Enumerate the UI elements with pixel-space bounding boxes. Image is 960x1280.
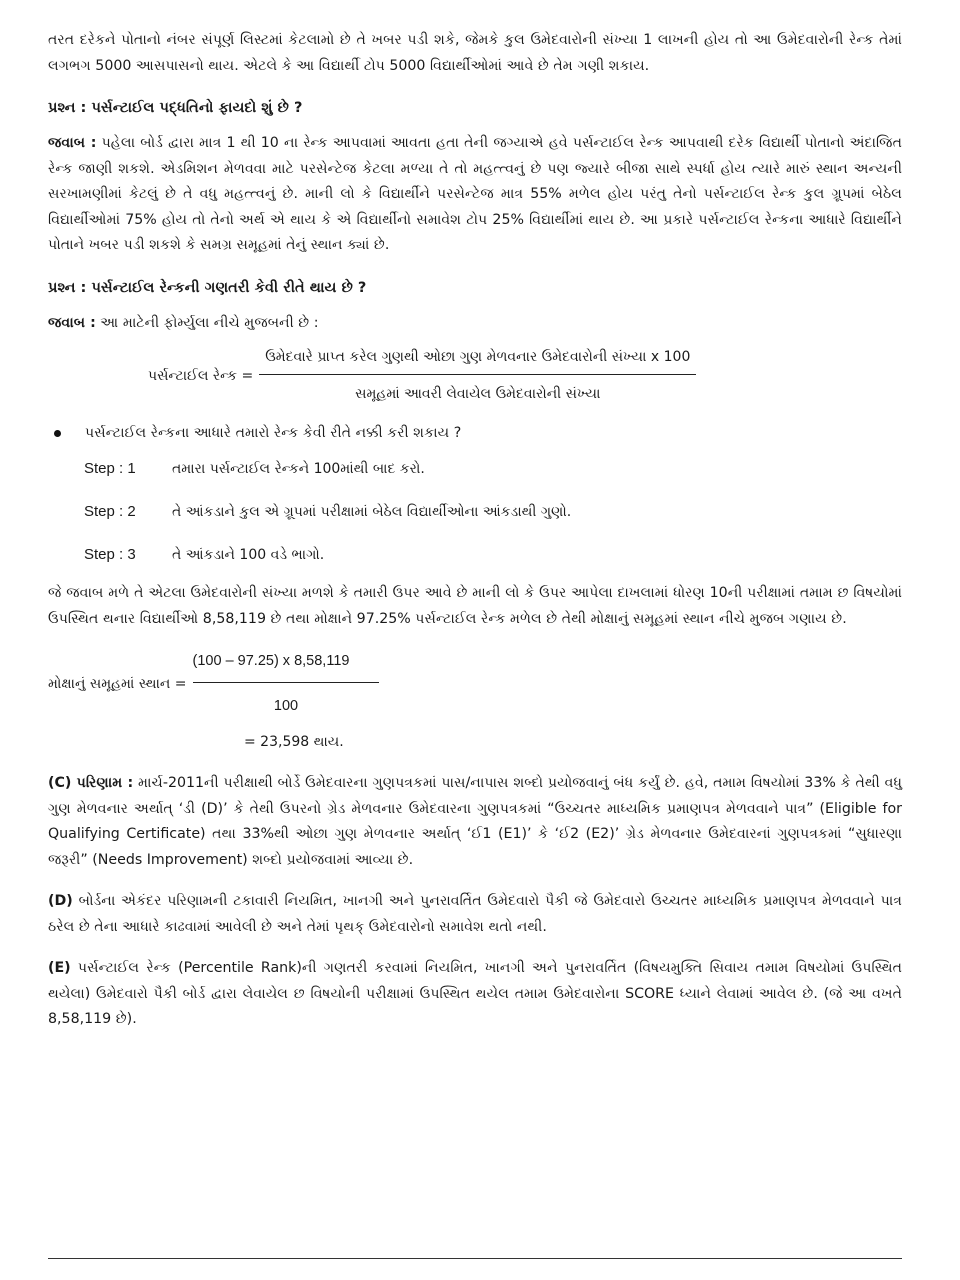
bullet-icon (54, 430, 61, 437)
step-3 (84, 543, 902, 567)
section-d-text: બોર્ડના એકંદર પરિણામની ટકાવારી નિયમિત, ખાનગી અને પુનરાવર્તિત ઉમેદવારો પૈકી જે ઉમેદવારો ઉચ્ચતર માધ્યમિક પ્રમાણપત્ર મેળવવાને પાત્ર ઠરેલ છે તેના આધારે કાઢવામાં આવેલી છે અને તેમાં પૃથક્ ઉમેદવારોનો સમાવેશ થતો નથી. (48, 893, 902, 935)
footer-divider (48, 1258, 902, 1259)
section-c-label: (C) પરિણામ : (48, 775, 134, 791)
moksha-formula-lhs: મોક્ષાનું સમૂહમાં સ્થાન = (48, 675, 187, 692)
moksha-formula (48, 650, 902, 717)
answer-1-label: જવાબ : (48, 135, 97, 151)
intro-paragraph: તરત દરેકને પોતાનો નંબર સંપૂર્ણ લિસ્ટમાં કેટલામો છે તે ખબર પડી શકે, જેમકે કુલ ઉમેદવારોની સંખ્યા 1 લાખની હોય તો આ ઉમેદવારોની રેન્ક તેમાં લગભગ 5000 આસપાસનો થાય. એટલે કે આ વિદ્યાર્થી ટોપ 5000 વિદ્યાર્થીઓમાં આવે છે તેમ ગણી શકાય. (48, 32, 902, 74)
step-3-label: Step : 3 (84, 546, 136, 563)
percentile-formula-lhs: પર્સન્ટાઈલ રેન્ક = (148, 367, 254, 384)
section-e-label: (E) (48, 960, 71, 976)
moksha-formula-fraction (193, 650, 380, 717)
section-c (48, 771, 902, 873)
bullet-item (48, 421, 902, 445)
question-2: પ્રશ્ન : પર્સન્ટાઈલ રેન્કની ગણતરી કેવી રીતે થાય છે ? (48, 278, 367, 296)
section-d (48, 889, 902, 940)
question-1: પ્રશ્ન : પર્સન્ટાઈલ પદ્ધતિનો ફાયદો શું છે ? (48, 99, 303, 116)
moksha-formula-numerator: (100 – 97.25) x 8,58,119 (193, 650, 380, 683)
answer-1-text: પહેલા બોર્ડ દ્વારા માત્ર 1 થી 10 ના રેન્ક આપવામાં આવતા હતા તેની જગ્યાએ હવે પર્સન્ટાઈલ રેન્ક આપવાથી દરેક વિદ્યાર્થી પોતાનો અંદાજિત રેન્ક જાણી શકશે. એડમિશન મેળવવા માટે પરસેન્ટેજ કેટલા મળ્યા તે તો મહત્ત્વનું છે પણ જ્યારે બીજા સાથે સ્પર્ધા હોય ત્યારે મારું સ્થાન અન્યની સરખામણીમાં કેટલું છે તે વધુ મહત્ત્વનું છે. માની લો કે વિદ્યાર્થીને પરસેન્ટેજ માત્ર 55% મળેલ હોય પરંતુ તેનો પર્સન્ટાઈલ રેન્ક કુલ ગ્રૂપમાં બેઠેલ વિદ્યાર્થીઓમાં 75% હોય તો તેનો અર્થ એ થાય કે એ વિદ્યાર્થીનો સમાવેશ ટોપ 25% વિદ્યાર્થીમાં થાય છે. આ પ્રકારે પર્સન્ટાઈલ રેન્કના આધારે વિદ્યાર્થીને પોતાને ખબર પડી શકશે કે સમગ્ર સમૂહમાં તેનું સ્થાન ક્યાં છે. (48, 135, 902, 253)
section-e-text: પર્સન્ટાઈલ રેન્ક (Percentile Rank)ની ગણતરી કરવામાં નિયમિત, ખાનગી અને પુનરાવર્તિત (વિષયમુક્તિ સિવાય તમામ વિષયોમાં ઉપસ્થિત થયેલા) ઉમેદવારો પૈકી બોર્ડ દ્વારા લેવાયેલ છ વિષયોની પરીક્ષામાં ઉપસ્થિત થયેલ તમામ ઉમેદવારોના SCORE ધ્યાને લેવામાં આવેલ છે. (જે આ વખતે 8,58,119 છે). (48, 960, 902, 1027)
result-paragraph: જે જવાબ મળે તે એટલા ઉમેદવારોની સંખ્યા મળશે કે તમારી ઉપર આવે છે માની લો કે ઉપર આપેલા દાખલામાં ધોરણ 10ની પરીક્ષામાં તમામ છ વિષયોમાં ઉપસ્થિત થનાર વિદ્યાર્થીઓ 8,58,119 છે તથા મોક્ષાને 97.25% પર્સન્ટાઈલ રેન્ક મળેલ છે તેથી મોક્ષાનું સમૂહમાં સ્થાન નીચે મુજબ ગણાય છે. (48, 585, 902, 627)
step-2 (84, 500, 902, 524)
section-e (48, 956, 902, 1033)
step-1 (84, 457, 902, 481)
step-2-text: તે આંકડાને કુલ એ ગ્રૂપમાં પરીક્ષામાં બેઠેલ વિદ્યાર્થીઓના આંકડાથી ગુણો. (172, 504, 572, 520)
section-c-text: માર્ચ-2011ની પરીક્ષાથી બોર્ડે ઉમેદવારના ગુણપત્રકમાં પાસ/નાપાસ શબ્દો પ્રયોજવાનું બંધ કર્યું છે. હવે, તમામ વિષયોમાં 33% કે તેથી વધુ ગુણ મેળવનાર અર્થાત્ ‘ડી (D)’ કે તેથી ઉપરનો ગ્રેડ મેળવનાર ઉમેદવારના ગુણપત્રકમાં “ઉચ્ચતર માધ્યમિક પ્રમાણપત્ર મેળવવાને પાત્ર” (Eligible for Qualifying Certificate) તથા 33%થી ઓછા ગુણ મેળવનાર અર્થાત્ ‘ઈ1 (E1)’ કે ‘ઈ2 (E2)’ ગ્રેડ મેળવનાર ઉમેદવારનાં ગુણપત્રકમાં “સુધારણા જરૂરી” (Needs Improvement) શબ્દો પ્રયોજવામાં આવ્યા છે. (48, 775, 902, 868)
answer-2-label: જવાબ : (48, 314, 96, 331)
moksha-formula-result: = 23,598 થાય. (244, 734, 344, 750)
percentile-formula-fraction (259, 346, 696, 405)
bullet-text: પર્સન્ટાઈલ રેન્કના આધારે તમારો રેન્ક કેવી રીતે નક્કી કરી શકાય ? (85, 425, 462, 441)
step-1-label: Step : 1 (84, 460, 136, 477)
moksha-formula-denominator: 100 (273, 698, 299, 714)
answer-2 (48, 311, 902, 337)
answer-1 (48, 131, 902, 259)
percentile-formula-denominator: સમૂહમાં આવરી લેવાયેલ ઉમેદવારોની સંખ્યા (355, 386, 601, 402)
step-2-label: Step : 2 (84, 503, 136, 520)
answer-2-text: આ માટેની ફોર્મ્યુલા નીચે મુજબની છે : (95, 314, 319, 331)
percentile-formula (148, 346, 902, 405)
section-d-label: (D) (48, 893, 73, 909)
percentile-formula-numerator: ઉમેદવારે પ્રાપ્ત કરેલ ગુણથી ઓછા ગુણ મેળવનાર ઉમેદવારોની સંખ્યા x 100 (259, 346, 696, 375)
step-1-text: તમારા પર્સન્ટાઈલ રેન્કને 100માંથી બાદ કરો. (172, 461, 425, 477)
step-3-text: તે આંકડાને 100 વડે ભાગો. (172, 547, 325, 563)
